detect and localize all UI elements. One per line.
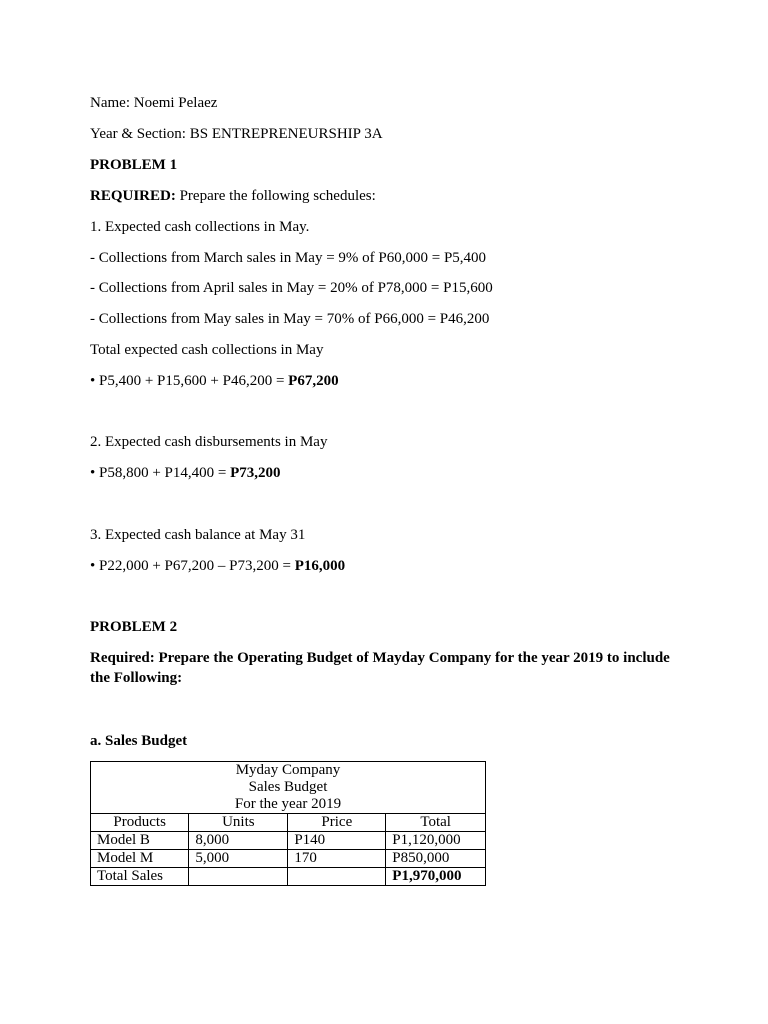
table-cell: P140 xyxy=(288,832,386,850)
total-collections-label: Total expected cash collections in May xyxy=(90,342,324,358)
total-collections-result: P67,200 xyxy=(288,373,339,389)
problem2-required: Required: Prepare the Operating Budget of Mayday Company for the year 2019 to include the Following: xyxy=(90,650,670,686)
item1-heading: 1. Expected cash collections in May. xyxy=(90,219,310,235)
table-cell: P850,000 xyxy=(386,850,486,868)
balance-calc: • P22,000 + P67,200 – P73,200 = P16,000 xyxy=(90,558,346,574)
company-name: Myday Company xyxy=(235,762,341,778)
col-header: Total xyxy=(386,814,486,832)
table-title xyxy=(91,762,486,814)
table-cell: 5,000 xyxy=(189,850,288,868)
table-header-row xyxy=(91,814,486,832)
collection-april: - Collections from April sales in May = 20% of P78,000 = P15,600 xyxy=(90,280,493,296)
empty-cell xyxy=(288,868,386,886)
table-cell: Model M xyxy=(91,850,189,868)
table-cell: 8,000 xyxy=(189,832,288,850)
item2-heading: 2. Expected cash disbursements in May xyxy=(90,434,328,450)
disbursement-calc: • P58,800 + P14,400 = P73,200 xyxy=(90,465,281,481)
table-row xyxy=(91,832,486,850)
empty-cell xyxy=(189,868,288,886)
required-label: REQUIRED: xyxy=(90,188,176,204)
student-name: Name: Noemi Pelaez xyxy=(90,95,218,111)
sales-budget-table xyxy=(90,761,486,886)
balance-result: P16,000 xyxy=(294,558,346,574)
required-text: Prepare the following schedules: xyxy=(175,188,376,204)
budget-title: Sales Budget xyxy=(248,779,328,795)
table-cell: Model B xyxy=(91,832,189,850)
total-row xyxy=(91,868,486,886)
problem1-title: PROBLEM 1 xyxy=(90,157,178,173)
collection-may: - Collections from May sales in May = 70% of P66,000 = P46,200 xyxy=(90,311,490,327)
problem1-required xyxy=(90,186,376,206)
sales-budget-heading: a. Sales Budget xyxy=(90,733,188,749)
col-header: Products xyxy=(91,814,189,832)
year-section: Year & Section: BS ENTREPRENEURSHIP 3A xyxy=(90,126,383,142)
table-row xyxy=(91,850,486,868)
collection-march: - Collections from March sales in May = 9% of P60,000 = P5,400 xyxy=(90,250,487,266)
problem2-title: PROBLEM 2 xyxy=(90,619,178,635)
col-header: Units xyxy=(189,814,288,832)
total-label: Total Sales xyxy=(91,868,189,886)
table-cell: P1,120,000 xyxy=(386,832,486,850)
disbursement-result: P73,200 xyxy=(230,465,281,481)
budget-period: For the year 2019 xyxy=(234,796,342,812)
total-value: P1,970,000 xyxy=(386,868,486,886)
item3-heading: 3. Expected cash balance at May 31 xyxy=(90,527,306,543)
col-header: Price xyxy=(288,814,386,832)
total-collections-calc: • P5,400 + P15,600 + P46,200 = P67,200 xyxy=(90,373,339,389)
table-cell: 170 xyxy=(288,850,386,868)
